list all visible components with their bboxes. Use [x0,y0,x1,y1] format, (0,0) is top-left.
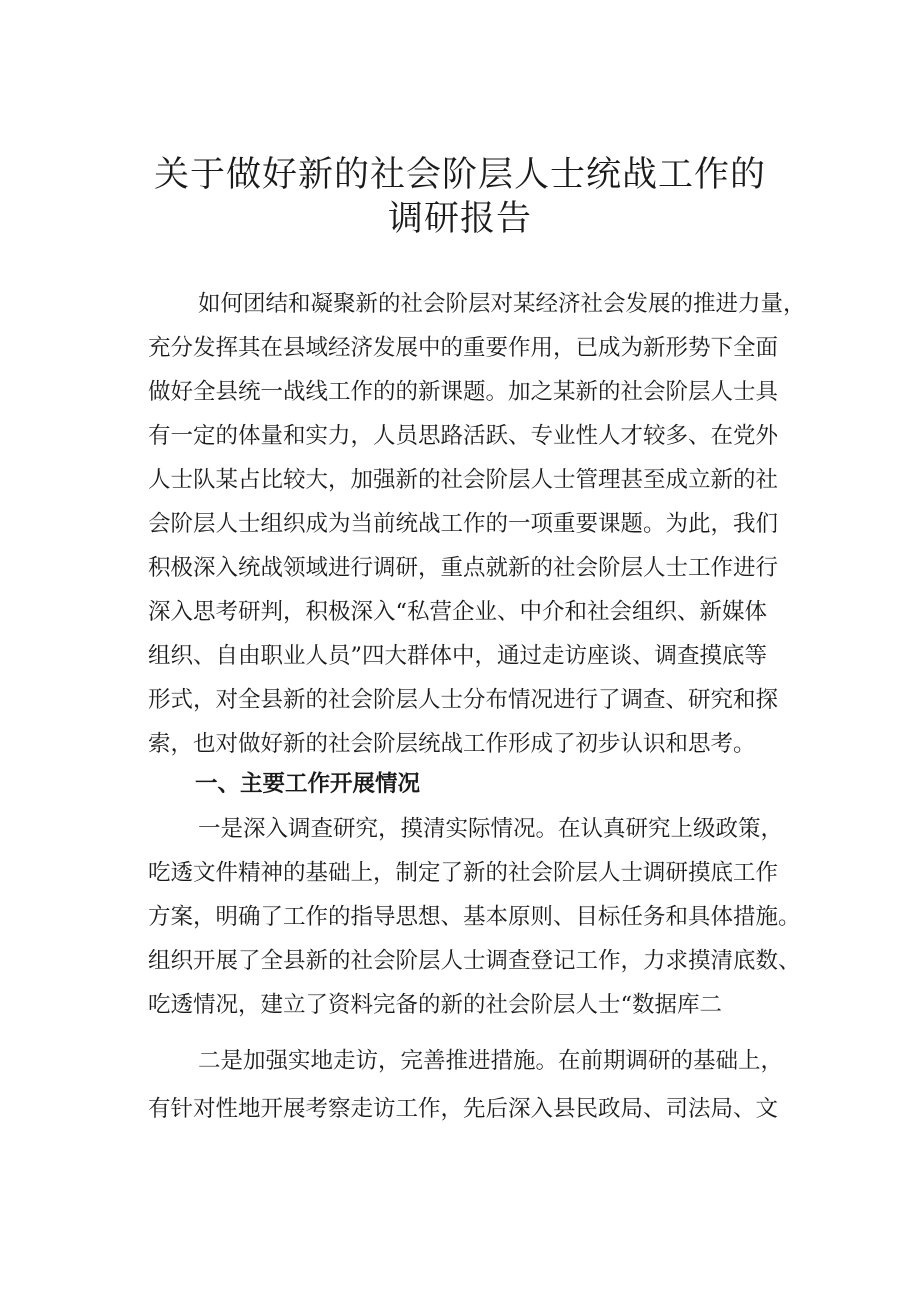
section-heading: 一、主要工作开展情况 [195,771,421,797]
section-para2-line-1: 二是加强实地走访，完善推进措施。在前期调研的基础上， [198,1048,784,1074]
section-para1-line-5: 吃透情况，建立了资料完备的新的社会阶层人士“数据库二 [148,992,723,1018]
intro-line-10: 形式，对全县新的社会阶层人士分布情况进行了调查、研究和探 [148,687,779,713]
intro-line-7: 积极深入统战领域进行调研，重点就新的社会阶层人士工作进行 [148,555,779,581]
intro-line-9: 组织、自由职业人员”四大群体中，通过走访座谈、调查摸底等 [148,643,768,669]
document-title-line-2: 调研报告 [387,199,532,239]
section-para1-line-1: 一是深入调查研究，摸清实际情况。在认真研究上级政策， [198,816,784,842]
intro-line-2: 充分发挥其在县域经济发展中的重要作用，已成为新形势下全面 [148,335,779,361]
intro-line-1: 如何团结和凝聚新的社会阶层对某经济社会发展的推进力量， [198,291,806,317]
section-para1-line-3: 方案，明确了工作的指导思想、基本原则、目标任务和具体措施。 [148,904,801,930]
intro-line-3: 做好全县统一战线工作的的新课题。加之某新的社会阶层人士具 [148,379,779,405]
section-para1-line-4: 组织开展了全县新的社会阶层人士调查登记工作，力求摸清底数、 [148,948,801,974]
section-para1-line-2: 吃透文件精神的基础上，制定了新的社会阶层人士调研摸底工作 [148,860,779,886]
section-para2-line-2: 有针对性地开展考察走访工作，先后深入县民政局、司法局、文 [148,1096,779,1122]
document-title-line-1: 关于做好新的社会阶层人士统战工作的 [153,155,766,195]
intro-line-6: 会阶层人士组织成为当前统战工作的一项重要课题。为此，我们 [148,511,779,537]
intro-line-8: 深入思考研判，积极深入“私营企业、中介和社会组织、新媒体 [148,599,768,625]
intro-line-11: 索，也对做好新的社会阶层统战工作形成了初步认识和思考。 [148,731,756,757]
intro-line-4: 有一定的体量和实力，人员思路活跃、专业性人才较多、在党外 [148,423,779,449]
intro-line-5: 人士队某占比较大，加强新的社会阶层人士管理甚至成立新的社 [148,467,779,493]
